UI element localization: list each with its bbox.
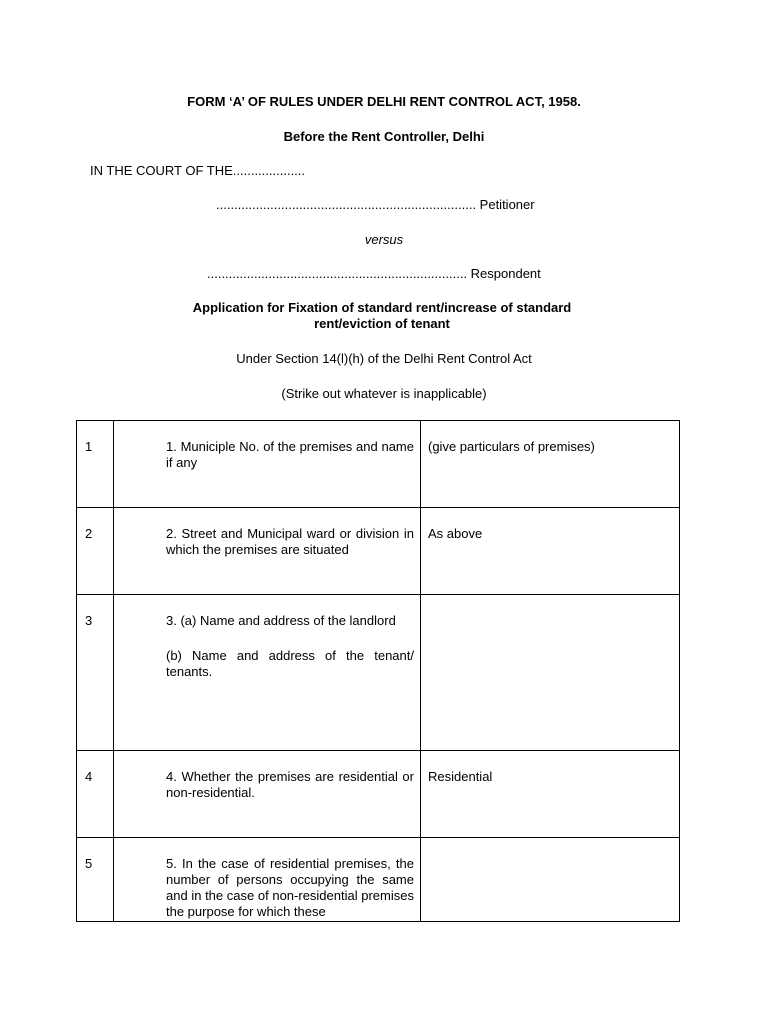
petitioner-line: ........................................................................ Petitioner	[216, 197, 535, 212]
row-number: 1	[77, 421, 114, 508]
row-description	[114, 421, 421, 508]
versus-text: versus	[364, 232, 404, 247]
description-text: 3. (a) Name and address of the landlord	[166, 613, 396, 628]
form-subtitle: Before the Rent Controller, Delhi	[283, 129, 485, 144]
row-description	[114, 595, 421, 751]
description-text: 4. Whether the premises are residential or non-residential.	[166, 769, 414, 800]
table-row	[77, 595, 680, 751]
table-row	[77, 508, 680, 595]
description-text: 1. Municiple No. of the premises and name if any	[166, 439, 414, 470]
under-section-text: Under Section 14(l)(h) of the Delhi Rent Control Act	[236, 351, 532, 366]
description-text: 2. Street and Municipal ward or division in which the premises are situated	[166, 526, 414, 557]
description-text: 5. In the case of residential premises, the number of persons occupying the same and in the case of non-residential premises the purpose for which these	[166, 856, 414, 919]
row-answer: As above	[421, 508, 680, 595]
table-row	[77, 751, 680, 838]
row-number: 4	[77, 751, 114, 838]
form-title: FORM ‘A’ OF RULES UNDER DELHI RENT CONTROL ACT, 1958.	[187, 94, 581, 109]
table-row	[77, 838, 680, 922]
description-text-b: (b) Name and address of the tenant/ tenants.	[166, 648, 414, 679]
row-answer: Residential	[421, 751, 680, 838]
row-answer	[421, 838, 680, 922]
row-number: 3	[77, 595, 114, 751]
row-description	[114, 751, 421, 838]
table-row	[77, 421, 680, 508]
row-answer	[421, 595, 680, 751]
respondent-line: ........................................................................ Respondent	[207, 266, 541, 281]
particulars-table	[76, 420, 680, 922]
row-answer: (give particulars of premises)	[421, 421, 680, 508]
row-number: 2	[77, 508, 114, 595]
strike-out-note: (Strike out whatever is inapplicable)	[281, 386, 487, 401]
row-description	[114, 838, 421, 922]
row-number: 5	[77, 838, 114, 922]
row-description	[114, 508, 421, 595]
court-line: IN THE COURT OF THE....................	[90, 163, 306, 178]
application-title: Application for Fixation of standard rent/increase of standard rent/eviction of tenant	[192, 300, 572, 331]
